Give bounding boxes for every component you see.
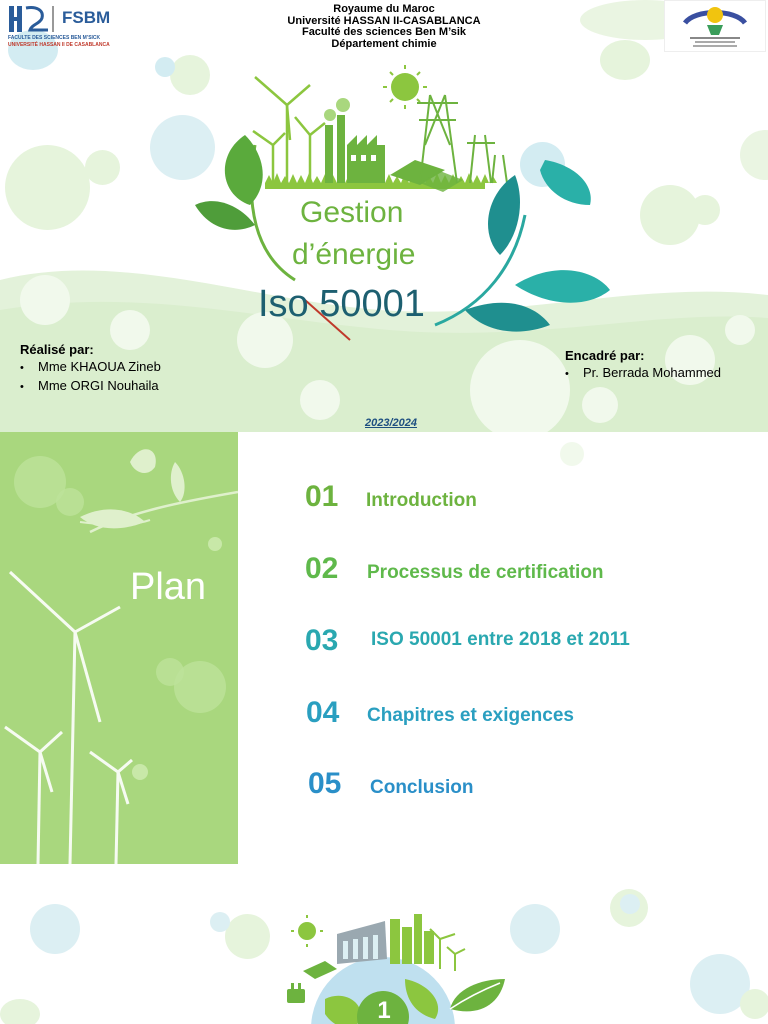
encadre-label: Encadré par: [565,348,645,363]
realise-name: • Mme ORGI Nouhaila [20,377,161,396]
wind-turbine-icon [253,77,325,183]
header-line2: Université HASSAN II-CASABLANCA [287,14,481,27]
institution-header [0,4,768,50]
header-line1: Royaume du Maroc [333,3,435,15]
academic-year: 2023/2024 [365,417,417,429]
plan-item-02-number: 02 [305,552,339,585]
fsbm-line2: UNIVERSITÉ HASSAN II DE CASABLANCA [8,42,110,48]
fsbm-line1: FACULTE DES SCIENCES BEN M’SICK [8,35,101,41]
bubble [740,130,768,180]
title-line2: d’énergie [292,238,416,271]
fsbm-abbr: FSBM [62,8,111,27]
plan-item-02-label: Processus de certification [367,562,604,583]
plan-item-04-label: Chapitres et exigences [367,705,574,726]
section-number: 1 [377,997,391,1024]
title-line1: Gestion [300,196,404,229]
plan-item-05-number: 05 [308,767,342,800]
factory-icon [324,98,385,183]
section-slide [0,864,768,1024]
plan-title: Plan [130,566,207,608]
bubble [560,442,584,466]
plan-side-panel [0,432,238,864]
encadre-par-block [565,347,721,383]
bubble [85,150,120,185]
plan-item-04-number: 04 [306,696,340,729]
bubble [210,912,230,932]
plan-item-01-number: 01 [305,480,339,513]
title-line3: Iso 50001 [258,283,425,325]
plug-icon [287,983,305,1003]
encadre-name: • Pr. Berrada Mohammed [565,364,721,383]
title-slide [0,0,768,432]
plan-item-01-label: Introduction [366,490,477,511]
bubble [740,989,768,1019]
plan-item-05-label: Conclusion [370,777,474,798]
plan-item-03-label: ISO 50001 entre 2018 et 2011 [371,629,630,650]
header-line4: Département chimie [331,37,437,50]
realise-name: • Mme KHAOUA Zineb [20,358,161,377]
leaf-branch-icon [80,449,238,532]
bubble [155,57,175,77]
header-line3: Faculté des sciences Ben M’sik [301,26,467,38]
dam-icon [337,921,387,964]
bubble [30,904,80,954]
leaf-branch-left-icon [195,135,295,280]
bubble [225,914,270,959]
wind-turbine-icon [5,572,132,864]
wind-turbine-icon [430,929,465,971]
plan-item-03-number: 03 [305,624,339,657]
bubble [0,999,40,1024]
leaf-icon [450,979,505,1011]
sun-icon [291,915,323,947]
plan-slide [0,432,768,864]
bubble [620,894,640,914]
city-buildings-icon [390,914,434,964]
bubble [690,195,720,225]
solar-panel-icon [303,961,337,979]
bubble [5,145,90,230]
realise-label: Réalisé par: [20,342,94,357]
realise-par-block [20,341,161,396]
plan-decoration [0,432,238,864]
